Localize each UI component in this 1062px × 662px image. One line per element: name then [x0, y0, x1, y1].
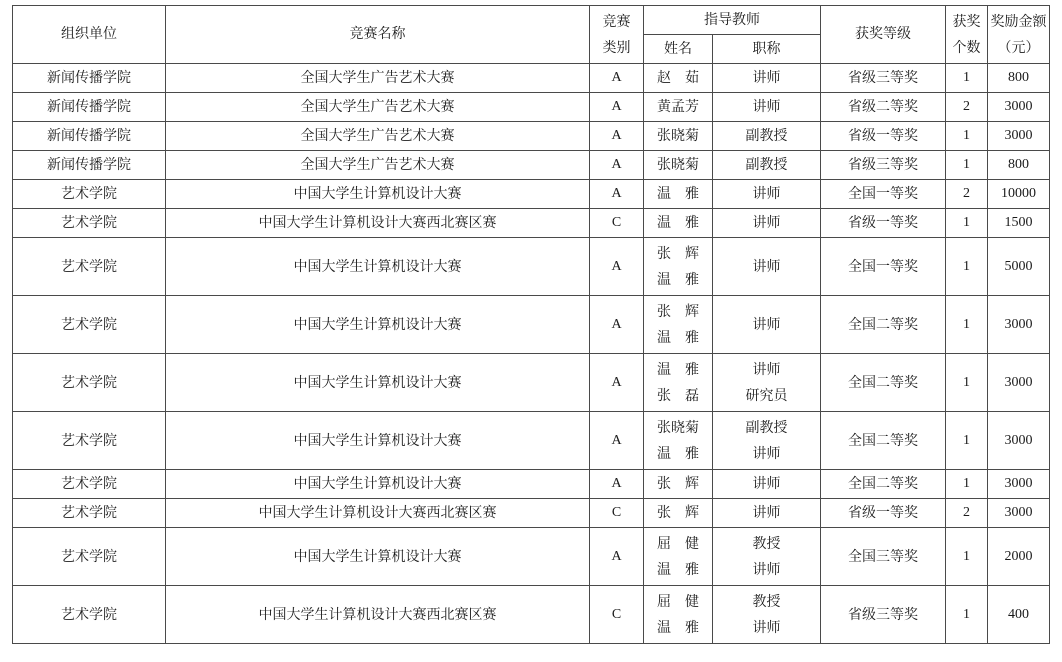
header-advisor-title: 职称 — [713, 35, 821, 64]
header-advisor: 指导教师 — [644, 6, 821, 35]
count-cell: 2 — [946, 180, 988, 209]
advisor-title-cell-line: 讲师 — [752, 619, 781, 636]
category-cell: A — [590, 180, 644, 209]
table-row — [13, 499, 1050, 528]
advisor-name-cell-line: 温 雅 — [657, 561, 699, 578]
advisor-name-cell-line: 张 辉 — [657, 476, 699, 492]
advisor-name-cell — [644, 64, 713, 93]
org-cell: 新闻传播学院 — [13, 122, 166, 151]
advisor-name-cell-line: 赵 茹 — [657, 70, 699, 86]
advisor-title-cell — [713, 499, 821, 528]
table-row — [13, 354, 1050, 412]
award-level-cell: 全国三等奖 — [821, 528, 946, 586]
award-level-cell: 省级一等奖 — [821, 122, 946, 151]
advisor-name-cell — [644, 499, 713, 528]
advisor-title-cell-line: 讲师 — [752, 215, 781, 231]
table-body — [13, 64, 1050, 644]
header-advisor-name: 姓名 — [644, 35, 713, 64]
table-row — [13, 151, 1050, 180]
category-cell: A — [590, 122, 644, 151]
header-category: 竞赛 类别 — [590, 6, 644, 64]
advisor-title-cell — [713, 412, 821, 470]
advisor-title-cell — [713, 93, 821, 122]
count-cell: 1 — [946, 209, 988, 238]
table-row — [13, 209, 1050, 238]
amount-cell: 3000 — [988, 412, 1050, 470]
table-row — [13, 64, 1050, 93]
contest-cell: 中国大学生计算机设计大赛 — [166, 412, 590, 470]
count-cell: 1 — [946, 64, 988, 93]
table-row — [13, 93, 1050, 122]
advisor-title-cell — [713, 180, 821, 209]
advisor-name-cell-line: 温 雅 — [657, 215, 699, 231]
header-amount: 奖励金额 （元） — [988, 6, 1050, 64]
amount-cell: 2000 — [988, 528, 1050, 586]
contest-cell: 中国大学生计算机设计大赛 — [166, 354, 590, 412]
award-level-cell: 省级二等奖 — [821, 93, 946, 122]
award-table-container — [12, 5, 1050, 644]
advisor-name-cell — [644, 470, 713, 499]
advisor-name-cell-line: 张晓菊 — [657, 128, 699, 144]
advisor-title-cell-line: 副教授 — [745, 128, 788, 144]
advisor-title-cell-line: 讲师 — [752, 316, 781, 333]
advisor-title-cell — [713, 238, 821, 296]
count-cell: 1 — [946, 296, 988, 354]
advisor-name-cell-line: 温 雅 — [657, 445, 699, 462]
advisor-title-cell-line: 讲师 — [752, 505, 781, 521]
count-cell: 2 — [946, 499, 988, 528]
amount-cell: 1500 — [988, 209, 1050, 238]
contest-cell: 中国大学生计算机设计大赛西北赛区赛 — [166, 209, 590, 238]
count-cell: 1 — [946, 354, 988, 412]
org-cell: 艺术学院 — [13, 586, 166, 644]
advisor-name-cell-line: 张 磊 — [657, 387, 699, 404]
amount-cell: 3000 — [988, 499, 1050, 528]
contest-cell: 全国大学生广告艺术大赛 — [166, 93, 590, 122]
advisor-title-cell-line: 讲师 — [752, 186, 781, 202]
award-level-cell: 全国一等奖 — [821, 180, 946, 209]
advisor-name-cell-line: 张晓菊 — [657, 157, 699, 173]
contest-cell: 中国大学生计算机设计大赛西北赛区赛 — [166, 499, 590, 528]
advisor-title-cell-line: 讲师 — [752, 361, 781, 378]
category-cell: C — [590, 209, 644, 238]
count-cell: 1 — [946, 528, 988, 586]
advisor-name-cell-line: 张 辉 — [657, 245, 699, 262]
category-cell: A — [590, 151, 644, 180]
advisor-name-cell-line: 张 辉 — [657, 505, 699, 521]
contest-cell: 中国大学生计算机设计大赛 — [166, 528, 590, 586]
advisor-name-cell — [644, 151, 713, 180]
advisor-name-cell — [644, 586, 713, 644]
org-cell: 艺术学院 — [13, 354, 166, 412]
advisor-name-cell-line: 温 雅 — [657, 329, 699, 346]
contest-cell: 中国大学生计算机设计大赛 — [166, 470, 590, 499]
contest-cell: 中国大学生计算机设计大赛 — [166, 238, 590, 296]
advisor-title-cell — [713, 470, 821, 499]
amount-cell: 3000 — [988, 93, 1050, 122]
advisor-name-cell — [644, 296, 713, 354]
category-cell: A — [590, 528, 644, 586]
advisor-title-cell — [713, 586, 821, 644]
award-level-cell: 全国一等奖 — [821, 238, 946, 296]
count-cell: 1 — [946, 470, 988, 499]
amount-cell: 10000 — [988, 180, 1050, 209]
category-cell: A — [590, 296, 644, 354]
advisor-name-cell — [644, 122, 713, 151]
award-level-cell: 省级一等奖 — [821, 499, 946, 528]
advisor-title-cell-line: 讲师 — [752, 476, 781, 492]
org-cell: 新闻传播学院 — [13, 151, 166, 180]
org-cell: 新闻传播学院 — [13, 93, 166, 122]
advisor-name-cell — [644, 528, 713, 586]
contest-cell: 中国大学生计算机设计大赛 — [166, 296, 590, 354]
category-cell: A — [590, 238, 644, 296]
count-cell: 1 — [946, 151, 988, 180]
org-cell: 艺术学院 — [13, 412, 166, 470]
category-cell: A — [590, 470, 644, 499]
advisor-name-cell-line: 温 雅 — [657, 619, 699, 636]
award-level-cell: 省级三等奖 — [821, 151, 946, 180]
org-cell: 艺术学院 — [13, 499, 166, 528]
org-cell: 艺术学院 — [13, 470, 166, 499]
advisor-name-cell — [644, 354, 713, 412]
count-cell: 2 — [946, 93, 988, 122]
advisor-title-cell-line: 讲师 — [752, 258, 781, 275]
advisor-title-cell-line: 讲师 — [752, 99, 781, 115]
advisor-name-cell — [644, 93, 713, 122]
advisor-name-cell-line: 温 雅 — [657, 361, 699, 378]
amount-cell: 5000 — [988, 238, 1050, 296]
org-cell: 艺术学院 — [13, 296, 166, 354]
advisor-title-cell-line: 讲师 — [752, 561, 781, 578]
advisor-title-cell-line: 讲师 — [752, 70, 781, 86]
table-row — [13, 586, 1050, 644]
table-header — [13, 6, 1050, 64]
count-cell: 1 — [946, 412, 988, 470]
header-count: 获奖 个数 — [946, 6, 988, 64]
advisor-name-cell — [644, 412, 713, 470]
advisor-title-cell-line: 教授 — [752, 535, 781, 552]
award-table — [12, 5, 1050, 644]
category-cell: A — [590, 354, 644, 412]
org-cell: 艺术学院 — [13, 180, 166, 209]
advisor-title-cell-line: 副教授 — [745, 157, 788, 173]
count-cell: 1 — [946, 238, 988, 296]
advisor-title-cell — [713, 209, 821, 238]
category-cell: C — [590, 586, 644, 644]
category-cell: A — [590, 93, 644, 122]
advisor-title-cell-line: 研究员 — [745, 387, 788, 404]
award-level-cell: 省级一等奖 — [821, 209, 946, 238]
amount-cell: 800 — [988, 151, 1050, 180]
table-row — [13, 412, 1050, 470]
award-level-cell: 全国二等奖 — [821, 354, 946, 412]
advisor-name-cell — [644, 209, 713, 238]
contest-cell: 中国大学生计算机设计大赛 — [166, 180, 590, 209]
amount-cell: 3000 — [988, 122, 1050, 151]
contest-cell: 全国大学生广告艺术大赛 — [166, 151, 590, 180]
amount-cell: 800 — [988, 64, 1050, 93]
advisor-name-cell-line: 温 雅 — [657, 186, 699, 202]
advisor-name-cell — [644, 238, 713, 296]
header-award-level: 获奖等级 — [821, 6, 946, 64]
advisor-title-cell — [713, 528, 821, 586]
table-row — [13, 180, 1050, 209]
award-level-cell: 省级三等奖 — [821, 64, 946, 93]
advisor-title-cell — [713, 296, 821, 354]
advisor-name-cell-line: 黄孟芳 — [657, 99, 699, 115]
org-cell: 艺术学院 — [13, 528, 166, 586]
header-contest: 竞赛名称 — [166, 6, 590, 64]
contest-cell: 全国大学生广告艺术大赛 — [166, 122, 590, 151]
advisor-title-cell — [713, 354, 821, 412]
advisor-name-cell — [644, 180, 713, 209]
table-row — [13, 238, 1050, 296]
amount-cell: 400 — [988, 586, 1050, 644]
amount-cell: 3000 — [988, 470, 1050, 499]
contest-cell: 全国大学生广告艺术大赛 — [166, 64, 590, 93]
advisor-title-cell — [713, 122, 821, 151]
category-cell: A — [590, 64, 644, 93]
org-cell: 艺术学院 — [13, 238, 166, 296]
category-cell: A — [590, 412, 644, 470]
advisor-name-cell-line: 张晓菊 — [657, 419, 699, 436]
table-row — [13, 296, 1050, 354]
advisor-title-cell — [713, 151, 821, 180]
amount-cell: 3000 — [988, 296, 1050, 354]
amount-cell: 3000 — [988, 354, 1050, 412]
table-row — [13, 470, 1050, 499]
advisor-name-cell-line: 温 雅 — [657, 271, 699, 288]
advisor-name-cell-line: 屈 健 — [657, 535, 699, 552]
advisor-name-cell-line: 屈 健 — [657, 593, 699, 610]
org-cell: 艺术学院 — [13, 209, 166, 238]
award-level-cell: 全国二等奖 — [821, 412, 946, 470]
award-level-cell: 全国二等奖 — [821, 470, 946, 499]
count-cell: 1 — [946, 586, 988, 644]
contest-cell: 中国大学生计算机设计大赛西北赛区赛 — [166, 586, 590, 644]
award-level-cell: 全国二等奖 — [821, 296, 946, 354]
org-cell: 新闻传播学院 — [13, 64, 166, 93]
advisor-name-cell-line: 张 辉 — [657, 303, 699, 320]
advisor-title-cell-line: 讲师 — [752, 445, 781, 462]
count-cell: 1 — [946, 122, 988, 151]
advisor-title-cell-line: 教授 — [752, 593, 781, 610]
category-cell: C — [590, 499, 644, 528]
header-org: 组织单位 — [13, 6, 166, 64]
table-row — [13, 122, 1050, 151]
advisor-title-cell — [713, 64, 821, 93]
advisor-title-cell-line: 副教授 — [745, 419, 788, 436]
table-row — [13, 528, 1050, 586]
award-level-cell: 省级三等奖 — [821, 586, 946, 644]
